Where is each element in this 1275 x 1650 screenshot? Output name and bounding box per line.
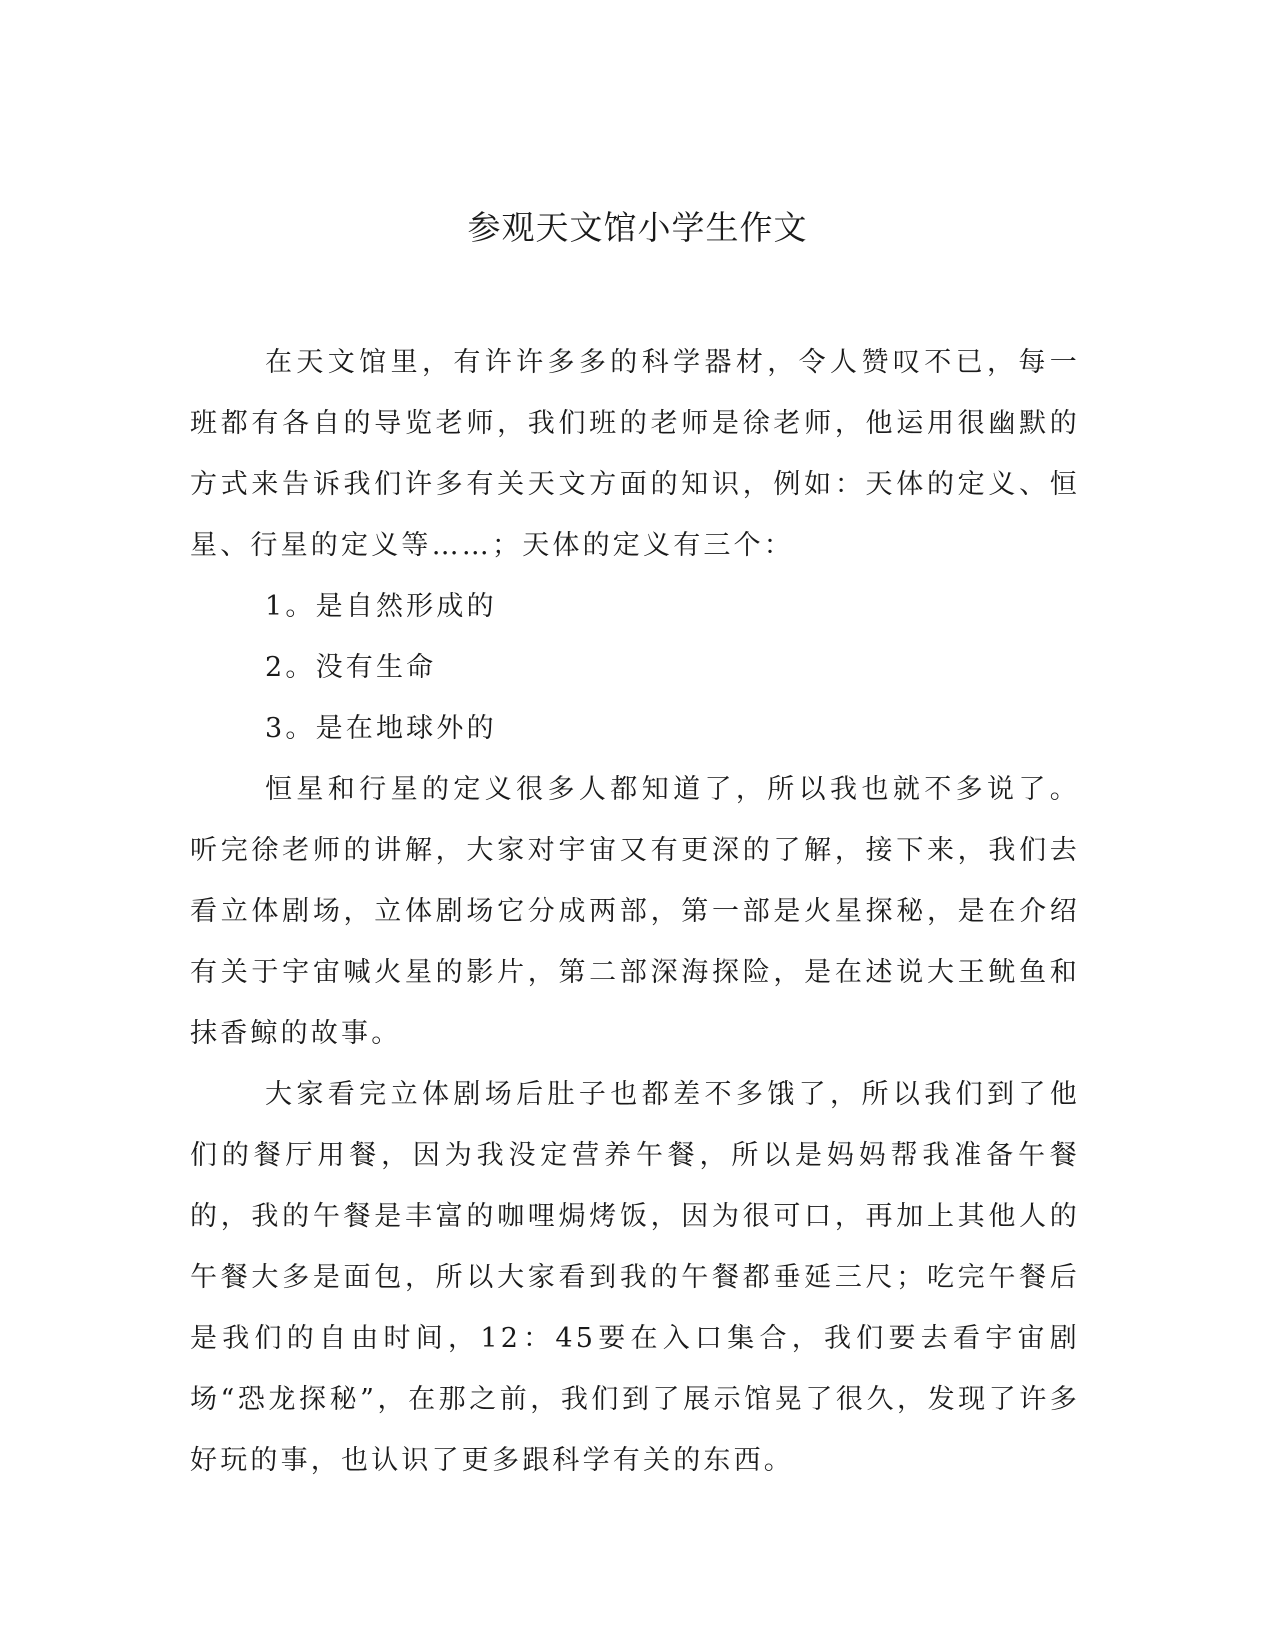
- paragraph-intro: 在天文馆里，有许许多多的科学器材，令人赞叹不已，每一班都有各自的导览老师，我们班的老师是徐老师，他运用很幽默的方式来告诉我们许多有关天文方面的知识，例如：天体的定义、恒星、行星的定义等……；天体的定义有三个：: [190, 347, 1080, 561]
- paragraph-lunch: 大家看完立体剧场后肚子也都差不多饿了，所以我们到了他们的餐厅用餐，因为我没定营养午餐，所以是妈妈帮我准备午餐的，我的午餐是丰富的咖哩焗烤饭，因为很可口，再加上其他人的午餐大多是面包，所以大家看到我的午餐都垂延三尺；吃完午餐后是我们的自由时间，12：45要在入口集合，我们要去看宇宙剧场“恐龙探秘”，在那之前，我们到了展示馆晃了很久，发现了许多好玩的事，也认识了更多跟科学有关的东西。: [190, 1079, 1080, 1476]
- document-body: [190, 332, 1080, 1491]
- list-item-1: 1。是自然形成的: [265, 591, 497, 622]
- paragraph-theater: 恒星和行星的定义很多人都知道了，所以我也就不多说了。听完徐老师的讲解，大家对宇宙又有更深的了解，接下来，我们去看立体剧场，立体剧场它分成两部，第一部是火星探秘，是在介绍有关于宇宙喊火星的影片，第二部深海探险，是在述说大王鱿鱼和抹香鲸的故事。: [190, 774, 1080, 1049]
- document-title: 参观天文馆小学生作文: [467, 208, 808, 247]
- list-item-3: 3。是在地球外的: [265, 713, 497, 744]
- list-item-2: 2。没有生命: [265, 652, 437, 683]
